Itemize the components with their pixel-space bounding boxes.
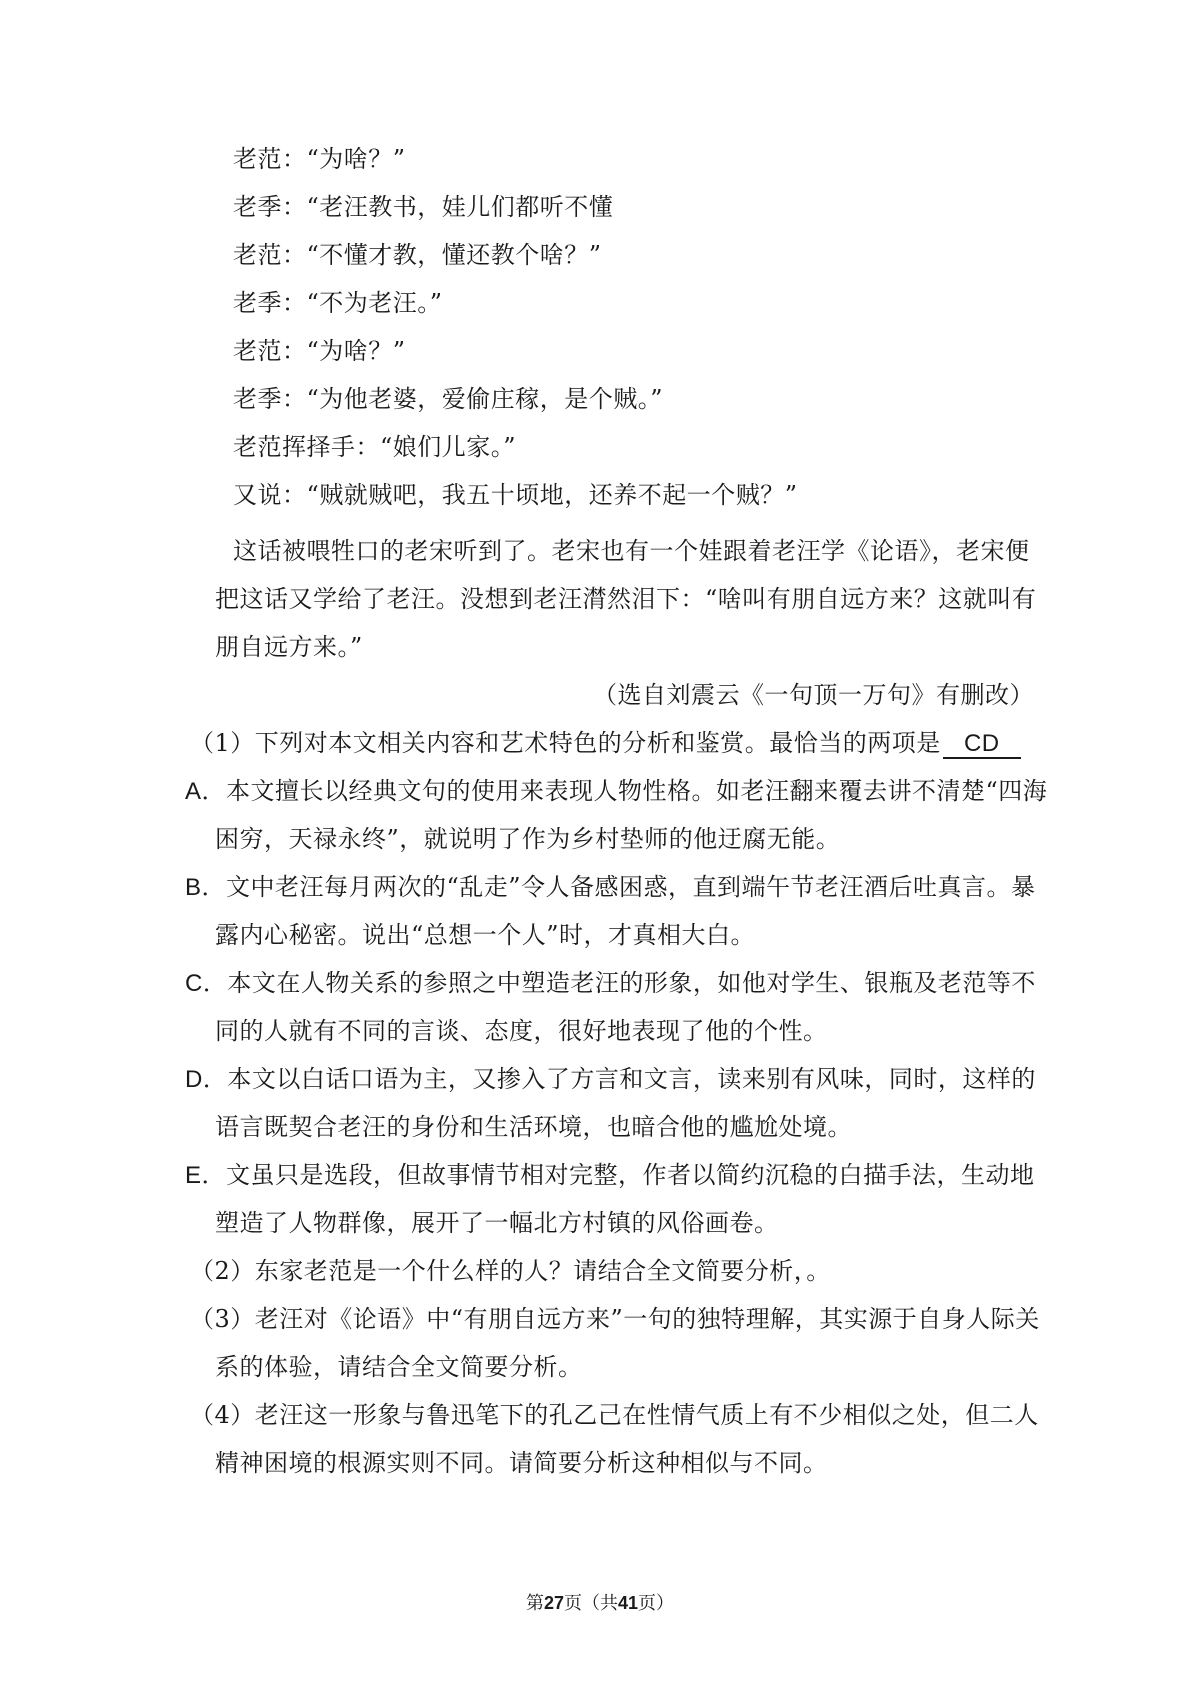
dialogue-line: 老范：“不懂才教，懂还教个啥？” xyxy=(233,241,602,269)
current-page-number: 27 xyxy=(543,1593,564,1613)
option-c-cont: 同的人就有不同的言谈、态度，很好地表现了他的个性。 xyxy=(215,1017,828,1045)
option-a-cont: 困穷，天禄永终”，就说明了作为乡村垫师的他迂腐无能。 xyxy=(215,825,841,853)
option-b xyxy=(185,871,1036,904)
question-3: （3）老汪对《论语》中“有朋自远方来”一句的独特理解，其实源于自身人际关 xyxy=(190,1305,1040,1333)
paragraph-line: 朋自远方来。” xyxy=(215,633,363,661)
option-e-cont: 塑造了人物群像，展开了一幅北方村镇的风俗画卷。 xyxy=(215,1209,779,1237)
question-2: （2）东家老范是一个什么样的人？请结合全文简要分析，。 xyxy=(190,1257,831,1285)
dialogue-line: 老季：“不为老汪。” xyxy=(233,289,443,317)
footer-middle: 页（共 xyxy=(564,1593,618,1614)
option-c xyxy=(185,967,1036,1000)
paragraph-line: 把这话又学给了老汪。没想到老汪潸然泪下：“啥叫有朋自远方来？这就叫有 xyxy=(215,585,1037,613)
page-footer xyxy=(0,1591,1200,1616)
question-1-text: （1）下列对本文相关内容和艺术特色的分析和鉴赏。最恰当的两项是 xyxy=(190,729,941,757)
option-text: 本文以白话口语为主，又掺入了方言和文言，读来别有风味，同时，这样的 xyxy=(227,1065,1036,1093)
option-label: A． xyxy=(185,778,227,805)
question-3-cont: 系的体验，请结合全文简要分析。 xyxy=(215,1353,583,1381)
dialogue-line: 老季：“为他老婆，爱偷庄稼，是个贼。” xyxy=(233,385,664,413)
total-page-number: 41 xyxy=(618,1593,639,1613)
option-label: C． xyxy=(185,970,228,997)
option-text: 本文擅长以经典文句的使用来表现人物性格。如老汪翻来覆去讲不清楚“四海 xyxy=(226,777,1048,805)
paragraph-line: 这话被喂牲口的老宋听到了。老宋也有一个娃跟着老汪学《论语》，老宋便 xyxy=(233,537,1030,565)
dialogue-line: 老季：“老汪教书，娃儿们都听不懂 xyxy=(233,193,614,221)
option-d-cont: 语言既契合老汪的身份和生活环境，也暗合他的尴尬处境。 xyxy=(215,1113,852,1141)
source-citation: （选自刘震云《一句顶一万句》有删改） xyxy=(593,681,1034,709)
option-label: E． xyxy=(185,1162,227,1189)
option-a xyxy=(185,775,1047,808)
dialogue-line: 老范挥择手：“娘们儿家。” xyxy=(233,433,517,461)
option-label: B． xyxy=(185,874,227,901)
footer-prefix: 第 xyxy=(525,1593,544,1614)
question-4-cont: 精神困境的根源实则不同。请简要分析这种相似与不同。 xyxy=(215,1449,828,1477)
dialogue-line: 老范：“为啥？” xyxy=(233,145,406,173)
option-e xyxy=(185,1159,1035,1192)
dialogue-line: 老范：“为啥？” xyxy=(233,337,406,365)
option-label: D． xyxy=(185,1066,228,1093)
question-4: （4）老汪这一形象与鲁迅笔下的孔乙己在性情气质上有不少相似之处，但二人 xyxy=(190,1401,1039,1429)
option-d xyxy=(185,1063,1036,1096)
footer-suffix: 页） xyxy=(638,1593,675,1614)
question-1 xyxy=(190,727,1021,759)
option-text: 文虽只是选段，但故事情节相对完整，作者以简约沉稳的白描手法，生动地 xyxy=(226,1161,1035,1189)
option-b-cont: 露内心秘密。说出“总想一个人”时，才真相大白。 xyxy=(215,921,756,949)
answer-blank: CD xyxy=(943,731,1021,759)
option-text: 本文在人物关系的参照之中塑造老汪的形象，如他对学生、银瓶及老范等不 xyxy=(227,969,1036,997)
dialogue-line: 又说：“贼就贼吧，我五十顷地，还养不起一个贼？” xyxy=(233,481,798,509)
option-text: 文中老汪每月两次的“乱走”令人备感困惑，直到端午节老汪酒后吐真言。暴 xyxy=(226,873,1036,901)
